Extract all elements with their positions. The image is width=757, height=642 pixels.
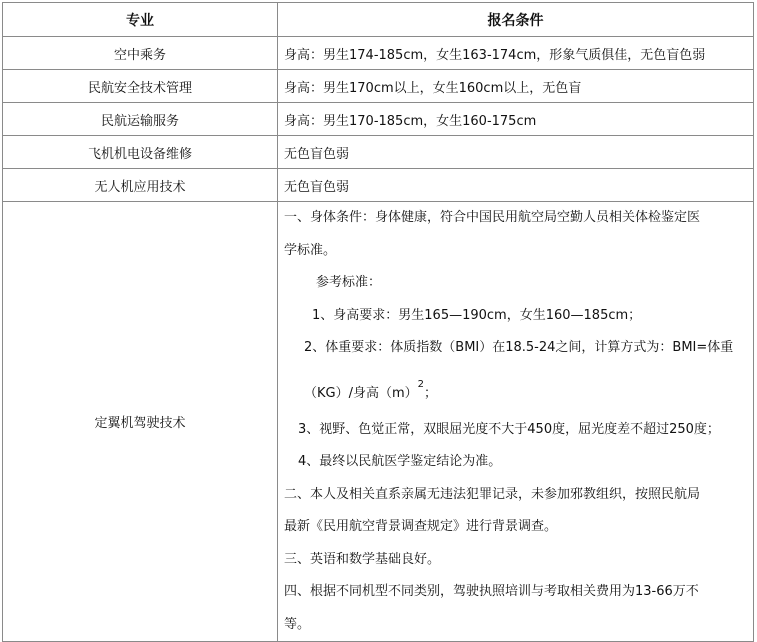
requirement-cell: 无色盲色弱 — [278, 169, 754, 202]
requirement-cell: 无色盲色弱 — [278, 136, 754, 169]
major-cell: 飞机机电设备维修 — [3, 136, 278, 169]
major-cell: 民航安全技术管理 — [3, 70, 278, 103]
formula-end: ； — [424, 385, 438, 401]
requirement-cell: 身高：男生170-185cm，女生160-175cm — [278, 103, 754, 136]
major-cell: 民航运输服务 — [3, 103, 278, 136]
table-row-pilot — [3, 202, 754, 642]
table-row — [3, 136, 754, 169]
standard-weight: 2、体重要求：体质指数（BMI）在18.5-24之间，计算方式为：BMI=体重 — [304, 340, 734, 355]
requirement-para-1a: 一、身体条件：身体健康，符合中国民用航空局空勤人员相关体检鉴定医 — [284, 210, 701, 225]
requirement-para-4a: 四、根据不同机型不同类别，驾驶执照培训与考取相关费用为13-66万不 — [284, 584, 699, 599]
requirement-para-3: 三、英语和数学基础良好。 — [284, 551, 441, 567]
table-row — [3, 37, 754, 70]
standard-weight-formula — [284, 365, 753, 414]
requirement-cell-pilot — [278, 202, 754, 642]
major-cell: 空中乘务 — [3, 37, 278, 70]
requirement-cell: 身高：男生174-185cm，女生163-174cm，形象气质俱佳，无色盲色弱 — [278, 37, 754, 70]
requirement-cell: 身高：男生170cm以上，女生160cm以上，无色盲 — [278, 70, 754, 103]
major-cell: 定翼机驾驶技术 — [3, 202, 278, 642]
standard-vision: 3、视野、色觉正常，双眼屈光度不大于450度，屈光度差不超过250度； — [298, 421, 720, 437]
standard-final: 4、最终以民航医学鉴定结论为准。 — [298, 454, 502, 469]
admission-requirements-table — [2, 2, 754, 642]
formula-exponent: 2 — [417, 378, 425, 390]
header-major: 专业 — [3, 3, 278, 37]
table-row — [3, 70, 754, 103]
reference-label: 参考标准： — [316, 275, 382, 290]
requirement-para-2b: 最新《民用航空背景调查规定》进行背景调查。 — [284, 519, 558, 534]
header-requirement: 报名条件 — [278, 3, 754, 37]
requirement-para-4b: 等。 — [284, 616, 311, 632]
formula-text: （KG）/身高（m） — [304, 385, 418, 401]
table-row — [3, 103, 754, 136]
requirement-para-1b: 学标准。 — [284, 242, 337, 258]
table-header-row — [3, 3, 754, 37]
requirement-para-2a: 二、本人及相关直系亲属无违法犯罪记录，未参加邪教组织，按照民航局 — [284, 486, 701, 502]
standard-height: 1、身高要求：男生165—190cm，女生160—185cm； — [312, 307, 642, 323]
major-cell: 无人机应用技术 — [3, 169, 278, 202]
table-row — [3, 169, 754, 202]
